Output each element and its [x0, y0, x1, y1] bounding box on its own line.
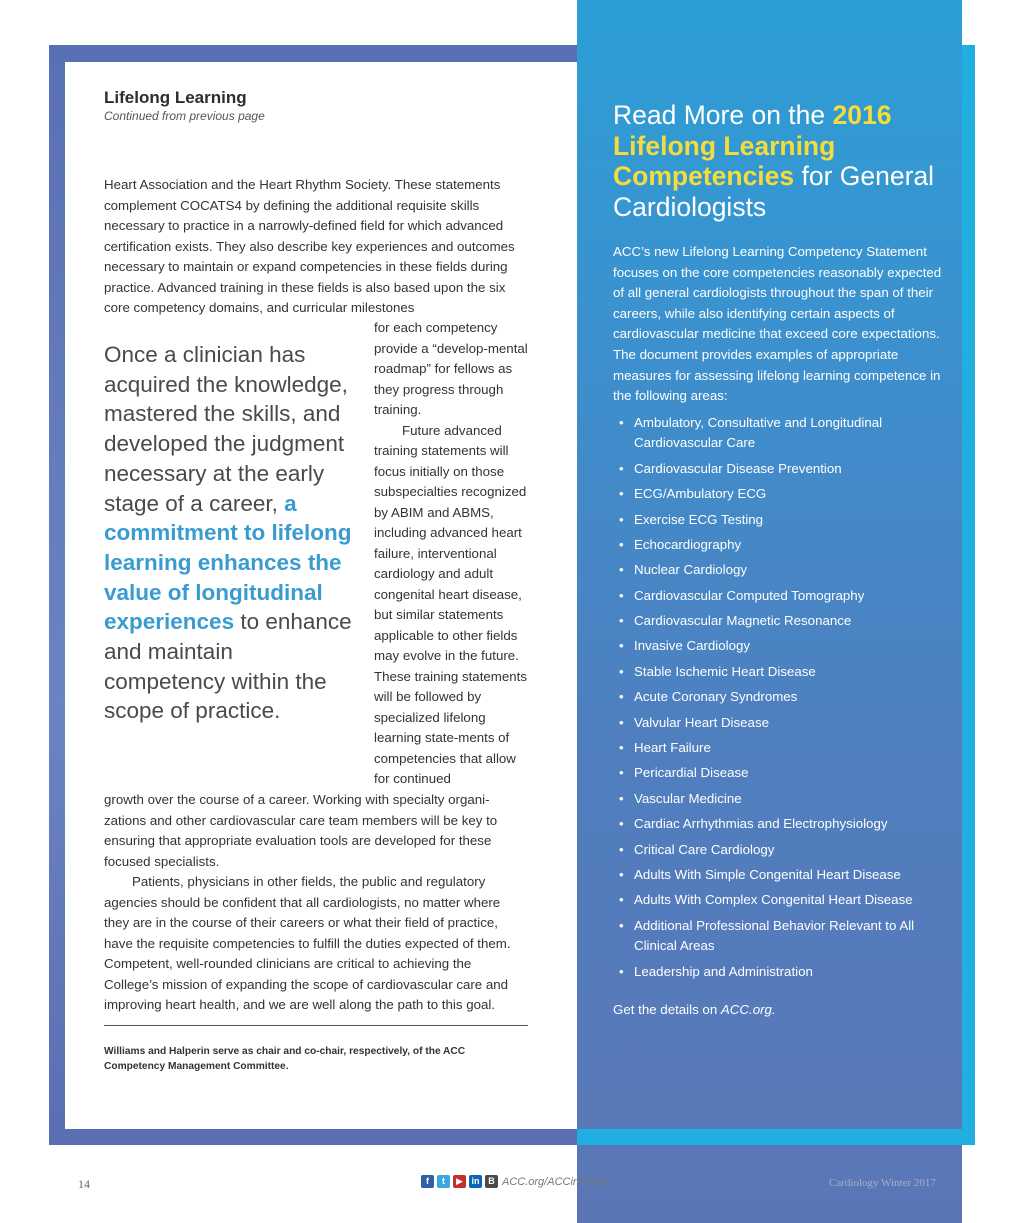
- competency-label: Echocardiography: [634, 536, 742, 552]
- bullet-icon: •: [619, 663, 624, 679]
- competency-label: Pericardial Disease: [634, 765, 749, 781]
- bullet-icon: •: [619, 866, 624, 882]
- competency-label: Stable Ischemic Heart Disease: [634, 663, 816, 679]
- bullet-icon: •: [619, 917, 624, 933]
- sidebar-heading-lead: Read More on the: [613, 100, 833, 130]
- competency-label: Vascular Medicine: [634, 790, 742, 806]
- competency-list-item: [613, 763, 943, 784]
- bullet-icon: •: [619, 689, 624, 705]
- competency-list-item: [613, 510, 943, 531]
- acc-org-link[interactable]: ACC.org.: [720, 1002, 776, 1018]
- sidebar-heading-highlight: 2016 Lifelong Learning Competencies: [613, 100, 892, 191]
- competency-list-item: [613, 916, 943, 957]
- bullet-icon: •: [619, 892, 624, 908]
- twitter-icon[interactable]: t: [437, 1175, 450, 1188]
- competency-label: Nuclear Cardiology: [634, 562, 748, 578]
- pull-quote: [104, 340, 354, 726]
- competency-label: Valvular Heart Disease: [634, 714, 769, 730]
- competency-label: Adults With Complex Congenital Heart Disease: [634, 892, 913, 908]
- competency-list-item: [613, 687, 943, 708]
- competency-list-item: [613, 713, 943, 734]
- competency-label: Adults With Simple Congenital Heart Disease: [634, 866, 901, 882]
- blog-icon[interactable]: B: [485, 1175, 498, 1188]
- competency-list-item: [613, 413, 943, 454]
- sidebar-heading: [613, 100, 943, 222]
- section-header: [104, 88, 528, 124]
- competency-label: Invasive Cardiology: [634, 638, 751, 654]
- bullet-icon: •: [619, 486, 624, 502]
- bullet-icon: •: [619, 963, 624, 979]
- competency-label: Leadership and Administration: [634, 963, 813, 979]
- bullet-icon: •: [619, 613, 624, 629]
- bullet-icon: •: [619, 714, 624, 730]
- competency-label: Exercise ECG Testing: [634, 511, 764, 527]
- body-narrow-paragraph-1: for each competency provide a “develop-mental roadmap” for fellows as they progress through training.: [374, 320, 528, 417]
- competency-list-item: [613, 962, 943, 983]
- linkedin-icon[interactable]: in: [469, 1175, 482, 1188]
- bullet-icon: •: [619, 790, 624, 806]
- competency-list-item: [613, 560, 943, 581]
- competency-label: ECG/Ambulatory ECG: [634, 486, 767, 502]
- competency-list-item: [613, 459, 943, 480]
- body-continuation: [104, 790, 528, 1016]
- competency-list-item: [613, 662, 943, 683]
- sidebar-accent-right: [962, 45, 975, 1145]
- competency-list-item: [613, 789, 943, 810]
- competency-list-item: [613, 484, 943, 505]
- section-title: Lifelong Learning: [104, 88, 247, 107]
- competency-list-item: [613, 890, 943, 911]
- divider: [104, 1025, 528, 1026]
- sidebar-accent-bottom: [577, 1129, 975, 1145]
- bullet-icon: •: [619, 536, 624, 552]
- body-narrow-paragraph-2: Future advanced training statements will focus initially on those subspecialties recognized by ABIM and ABMS, including advanced heart failure, interventional cardiology and adult congenital heart disease, but similar statements applicable to other fields may evolve in the future. These training statements will be followed by specialized lifelong learning state-ments of competencies that allow for continued: [374, 422, 527, 786]
- competency-list-item: [613, 840, 943, 861]
- page-number: 14: [78, 1177, 90, 1191]
- body-paragraph-1: Heart Association and the Heart Rhythm Society. These statements complement COCATS4 by defining the additional requisite skills necessary to practice in a narrowly-defined field for which advanced certification exists. They also describe key experiences and outcomes necessary to maintain or expand competencies in these fields during practice. Advanced training in these fields is also based upon the six core competency domains, and curricular milestones: [104, 177, 515, 315]
- competency-list-item: [613, 611, 943, 632]
- competency-list-item: [613, 586, 943, 607]
- bullet-icon: •: [619, 460, 624, 476]
- pull-quote-tail: to enhance and maintain competency within the scope of practice.: [104, 609, 352, 724]
- social-link[interactable]: ACC.org/ACCinTouch: [502, 1176, 609, 1188]
- competency-label: Additional Professional Behavior Relevant to All Clinical Areas: [634, 917, 915, 954]
- narrow-column: [374, 318, 534, 790]
- youtube-icon[interactable]: ▶: [453, 1175, 466, 1188]
- bullet-icon: •: [619, 638, 624, 654]
- pull-quote-highlight: a commitment to lifelong learning enhances the value of longitudinal experiences: [104, 490, 352, 635]
- body-paragraph-2: growth over the course of a career. Working with specialty organi-zations and other cardiovascular care team members will be key to ensuring that appropriate evaluation tools are developed for these focused specialists.: [104, 792, 498, 869]
- sidebar-heading-tail: for General Cardiologists: [613, 161, 935, 222]
- continued-note: Continued from previous page: [104, 109, 265, 123]
- sidebar-cta: [613, 1000, 943, 1020]
- sidebar-cta-text: Get the details on: [613, 1002, 721, 1018]
- bullet-icon: •: [619, 841, 624, 857]
- competency-list-item: [613, 636, 943, 657]
- competency-list-item: [613, 535, 943, 556]
- sidebar-intro: ACC’s new Lifelong Learning Competency Statement focuses on the core competencies reasonably expected of all general cardiologists throughout the span of their careers, while also identifying certain aspects of cardiovascular medicine that exceed core expectations. The document provides examples of appropriate measures for assessing lifelong learning competence in the following areas:: [613, 244, 942, 404]
- competency-list-item: [613, 865, 943, 886]
- bullet-icon: •: [619, 765, 624, 781]
- bullet-icon: •: [619, 740, 624, 756]
- competency-label: Critical Care Cardiology: [634, 841, 775, 857]
- sidebar: [613, 100, 943, 1020]
- body-paragraph-3: Patients, physicians in other fields, the public and regulatory agencies should be confident that all cardiologists, no matter where they are in the course of their careers or what their field of practice, have the requisite competencies to fulfill the duties expected of them. Competent, well-rounded clinicians are critical to achieving the College’s mission of expanding the scope of cardiovascular care and improving heart health, and we are well along the path to this goal.: [104, 874, 511, 1012]
- competency-label: Ambulatory, Consultative and Longitudinal Cardiovascular Care: [634, 414, 883, 451]
- facebook-icon[interactable]: f: [421, 1175, 434, 1188]
- publication-footer: Cardiology Winter 2017: [829, 1177, 936, 1189]
- bullet-icon: •: [619, 816, 624, 832]
- competency-list-item: [613, 738, 943, 759]
- competency-label: Cardiovascular Disease Prevention: [634, 460, 842, 476]
- pull-quote-lead: Once a clinician has acquired the knowledge, mastered the skills, and developed the judgment necessary at the early stage of a career,: [104, 342, 348, 516]
- social-icons: [421, 1175, 498, 1188]
- bullet-icon: •: [619, 587, 624, 603]
- competency-label: Heart Failure: [634, 740, 711, 756]
- competency-label: Cardiac Arrhythmias and Electrophysiology: [634, 816, 888, 832]
- bullet-icon: •: [619, 414, 624, 430]
- author-credit: Williams and Halperin serve as chair and co-chair, respectively, of the ACC Competency Management Committee.: [104, 1046, 466, 1073]
- competency-label: Acute Coronary Syndromes: [634, 689, 798, 705]
- bullet-icon: •: [619, 511, 624, 527]
- competency-label: Cardiovascular Computed Tomography: [634, 587, 865, 603]
- bullet-icon: •: [619, 562, 624, 578]
- competency-label: Cardiovascular Magnetic Resonance: [634, 613, 852, 629]
- competency-list: [613, 413, 943, 983]
- competency-list-item: [613, 814, 943, 835]
